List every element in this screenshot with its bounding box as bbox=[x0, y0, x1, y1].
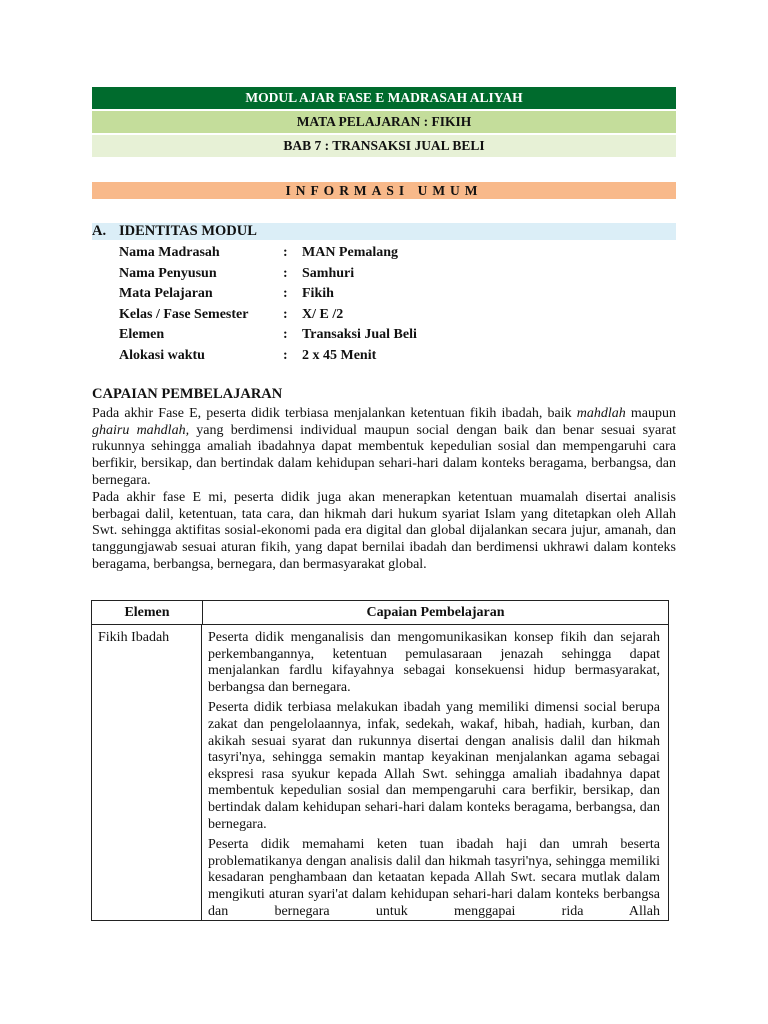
section-a-heading bbox=[92, 223, 676, 240]
identity-value: Samhuri bbox=[302, 265, 355, 281]
identity-value: Fikih bbox=[302, 286, 334, 302]
capaian-p1-italic-1: mahdlah bbox=[576, 406, 626, 421]
table-header-capaian: Capaian Pembelajaran bbox=[366, 604, 505, 620]
subject-bar: MATA PELAJARAN : FIKIH bbox=[92, 111, 676, 133]
table-row bbox=[92, 625, 668, 921]
table-header-row bbox=[92, 601, 668, 625]
identity-row bbox=[119, 305, 417, 326]
section-a-title: IDENTITAS MODUL bbox=[119, 223, 257, 239]
capaian-cell-paragraph: Peserta didik terbiasa melakukan ibadah yang memiliki dimensi social berupa zakat dan pengelolaannya, infak, sedekah, wakaf, hibah, hadiah, kurban, dan akikah sesuai syarat dan rukunnya disertai dengan analisis dalil dan hikmah tasyri'nya, sehingga semakin mantap keyakinan menjalankan agama sebagai ekspresi rasa syukur kepada Allah Swt. sehingga amaliah ibadahnya dapat membentuk kepedulian sosial dan mempengaruhi cara berfikir, bersikap, dan bertindak dalam kehidupan sehari-hari dalam konteks beragama, berbangsa, dan bernegara. bbox=[208, 700, 660, 832]
capaian-table bbox=[91, 600, 669, 921]
identity-value: Transaksi Jual Beli bbox=[302, 327, 417, 343]
capaian-p1-italic-2: ghairu mahdlah, bbox=[92, 422, 190, 438]
identity-value: MAN Pemalang bbox=[302, 245, 399, 261]
section-a-letter: A. bbox=[92, 223, 107, 239]
identity-label: Nama Madrasah bbox=[119, 245, 220, 261]
identity-table bbox=[119, 243, 417, 366]
identity-colon: : bbox=[283, 327, 288, 343]
identity-value: 2 x 45 Menit bbox=[302, 347, 377, 363]
identity-row bbox=[119, 243, 417, 264]
module-title-bar: MODUL AJAR FASE E MADRASAH ALIYAH bbox=[92, 87, 676, 109]
identity-row bbox=[119, 264, 417, 285]
identity-label: Elemen bbox=[119, 327, 165, 343]
capaian-cell-paragraph: Peserta didik memahami keten tuan ibadah haji dan umrah beserta problematikanya dengan analisis dalil dan hikmah tasyri'nya, sehingga memiliki kesadaran penghambaan dan ketaatan kepada Allah Swt. secara mutlak dalam mengikuti aturan syari'at dalam kehidupan sehari-hari dalam konteks berbangsa dan bernegara untuk menggapai rida Allah bbox=[208, 837, 660, 919]
table-cell-capaian bbox=[202, 625, 668, 921]
identity-colon: : bbox=[283, 245, 288, 261]
capaian-paragraph-2: Pada akhir fase E mi, peserta didik juga akan menerapkan ketentuan muamalah disertai analisis berbagai dalil, ketentuan, tata cara, dan hikmah dari hukum syariat Islam yang ditetapkan oleh Allah Swt. sehingga aktifitas sosial-ekonomi pada era digital dan global dijalankan secara jujur, amanah, dan tanggungjawab sesuai aturan fikih, yang dapat bernilai ibadah dan berdimensi ukhrawi dalam konteks beragama, berbangsa, bernegara, dan bermasyarakat global. bbox=[92, 490, 676, 572]
identity-row bbox=[119, 284, 417, 305]
identity-label: Mata Pelajaran bbox=[119, 286, 213, 302]
identity-colon: : bbox=[283, 265, 288, 281]
identity-colon: : bbox=[283, 286, 288, 302]
capaian-p1-text-a: Pada akhir Fase E, peserta didik terbiasa menjalankan ketentuan fikih ibadah, baik bbox=[92, 406, 577, 421]
identity-row bbox=[119, 325, 417, 346]
identity-label: Alokasi waktu bbox=[119, 347, 205, 363]
table-cell-elemen: Fikih Ibadah bbox=[92, 625, 202, 921]
capaian-p1-text-b: maupun bbox=[625, 406, 677, 421]
identity-colon: : bbox=[283, 347, 288, 363]
table-header-elemen: Elemen bbox=[92, 601, 203, 624]
identity-label: Nama Penyusun bbox=[119, 265, 217, 281]
identity-value: X/ E /2 bbox=[302, 306, 344, 322]
capaian-cell-paragraph: Peserta didik menganalisis dan mengomunikasikan konsep fikih dan sejarah perkembangannya, ketentuan pemulasaraan jenazah sehingga dapat menjalankan fardlu kifayahnya sebagai konsekuensi hidup bermasyarakat, berbangsa dan bernegara. bbox=[208, 630, 660, 695]
capaian-p1-text-c: yang berdimensi individual maupun social dengan baik dan benar sesuai syarat rukunnya sehingga amaliah ibadahnya dapat membentuk kepedulian sosial dan mempengaruhi cara berfikir, bersikap, dan bertindak dalam kehidupan sehari-hari dalam konteks beragama, berbangsa, dan bernegara. bbox=[92, 422, 676, 488]
capaian-paragraph-1 bbox=[92, 406, 676, 490]
identity-label: Kelas / Fase Semester bbox=[119, 306, 249, 322]
chapter-bar: BAB 7 : TRANSAKSI JUAL BELI bbox=[92, 135, 676, 157]
info-umum-bar: INFORMASI UMUM bbox=[92, 182, 676, 199]
identity-row bbox=[119, 346, 417, 367]
capaian-heading: CAPAIAN PEMBELAJARAN bbox=[92, 386, 283, 402]
identity-colon: : bbox=[283, 306, 288, 322]
